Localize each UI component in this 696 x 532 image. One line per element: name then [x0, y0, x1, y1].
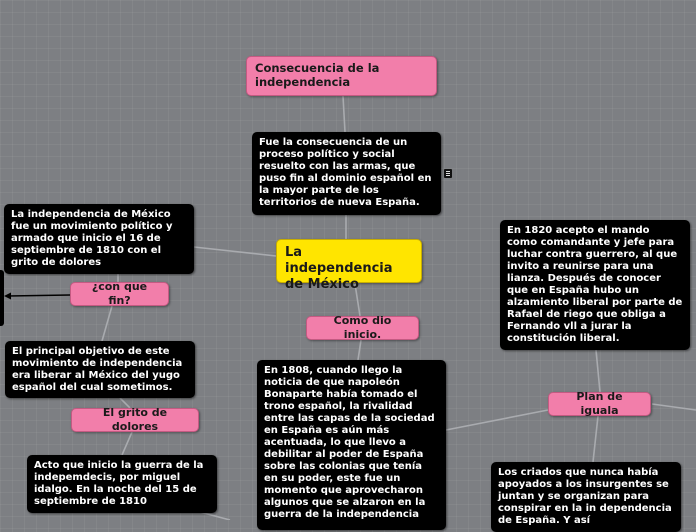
note-objetivo-text: El principal objetivo de este movimiento de independencia era liberar al México del yugo español del cual sometimos. — [12, 346, 183, 393]
note-definicion-text: La independencia de México fue un movimiento político y armado que inicio el 16 de septiembre de 1810 con el grito de dolores — [11, 209, 173, 268]
link-plan-top — [596, 350, 600, 392]
note-plan-bottom[interactable] — [491, 462, 681, 532]
note-como-dio-inicio[interactable] — [257, 360, 446, 530]
link-plan-offscreen — [652, 404, 696, 410]
central-topic[interactable] — [276, 239, 422, 292]
topic-como-dio-inicio-label: Como dio inicio. — [333, 314, 392, 341]
topic-con-que-fin-label: ¿con que fin? — [91, 280, 148, 307]
topic-consecuencia[interactable] — [246, 56, 437, 96]
topic-como-dio-inicio[interactable] — [306, 316, 419, 340]
topic-grito-de-dolores[interactable] — [71, 408, 199, 432]
note-grito[interactable] — [27, 455, 217, 513]
note-grito-text: Acto que inicio la guerra de la indepemdecis, por miguel idalgo. En la noche del 15 de septiembre de 1810 — [34, 460, 204, 507]
offscreen-node-left — [0, 270, 4, 326]
arrow-conquefin-left — [8, 295, 70, 296]
link-grito-acto — [122, 432, 132, 455]
topic-consecuencia-label: Consecuencia de la independencia — [255, 61, 380, 89]
link-central-definicion — [194, 247, 276, 256]
note-consecuencia[interactable] — [252, 132, 441, 215]
link-plan-bottom — [593, 416, 598, 462]
note-como-dio-inicio-text: En 1808, cuando llego la noticia de que napoleón Bonaparte había tomado el trono español, la rivalidad entre las capas de la sociedad en España es aún más acentuada, lo que llevo a debilitar al poder de España sobre las colonias que tenía en su poder, este fue un momento que aprovecharon algunos que se alzaron en la guerra de la independencia — [264, 365, 435, 520]
note-plan-top-text: En 1820 acepto el mando como comandante y jefe para luchar contra guerrero, al que invito a reunirse para una lianza. Después de conocer que en España hubo un alzamiento liberal por parte de Rafael de riego que obliga a Fernando vll a jurar la constitución liberal. — [507, 225, 683, 344]
note-plan-bottom-text: Los criados que nunca había apoyados a los insurgentes se juntan y se organizan para conspirar en la in dependencia de España. Y así — [498, 467, 672, 526]
topic-plan-de-iguala[interactable] — [548, 392, 651, 416]
topic-plan-de-iguala-label: Plan de iguala — [576, 390, 623, 417]
note-consecuencia-text: Fue la consecuencia de un proceso político y social resuelto con las armas, que puso fin al dominio español en la mayor parte de los territorios de nueva España. — [259, 137, 432, 208]
note-definicion[interactable] — [4, 204, 194, 274]
link-text-plan — [446, 410, 548, 430]
note-objetivo[interactable] — [5, 341, 195, 398]
topic-grito-label: El grito de dolores — [102, 406, 168, 433]
notes-icon[interactable] — [444, 169, 452, 178]
topic-con-que-fin[interactable] — [70, 282, 169, 306]
link-acto-offscreen — [200, 512, 230, 520]
central-topic-label: La independencia de México — [285, 245, 393, 292]
note-plan-top[interactable] — [500, 220, 690, 350]
link-comoinicio-text — [358, 340, 361, 360]
link-consecuencia-note — [343, 96, 345, 132]
link-conquefin-objetivo — [102, 306, 112, 341]
